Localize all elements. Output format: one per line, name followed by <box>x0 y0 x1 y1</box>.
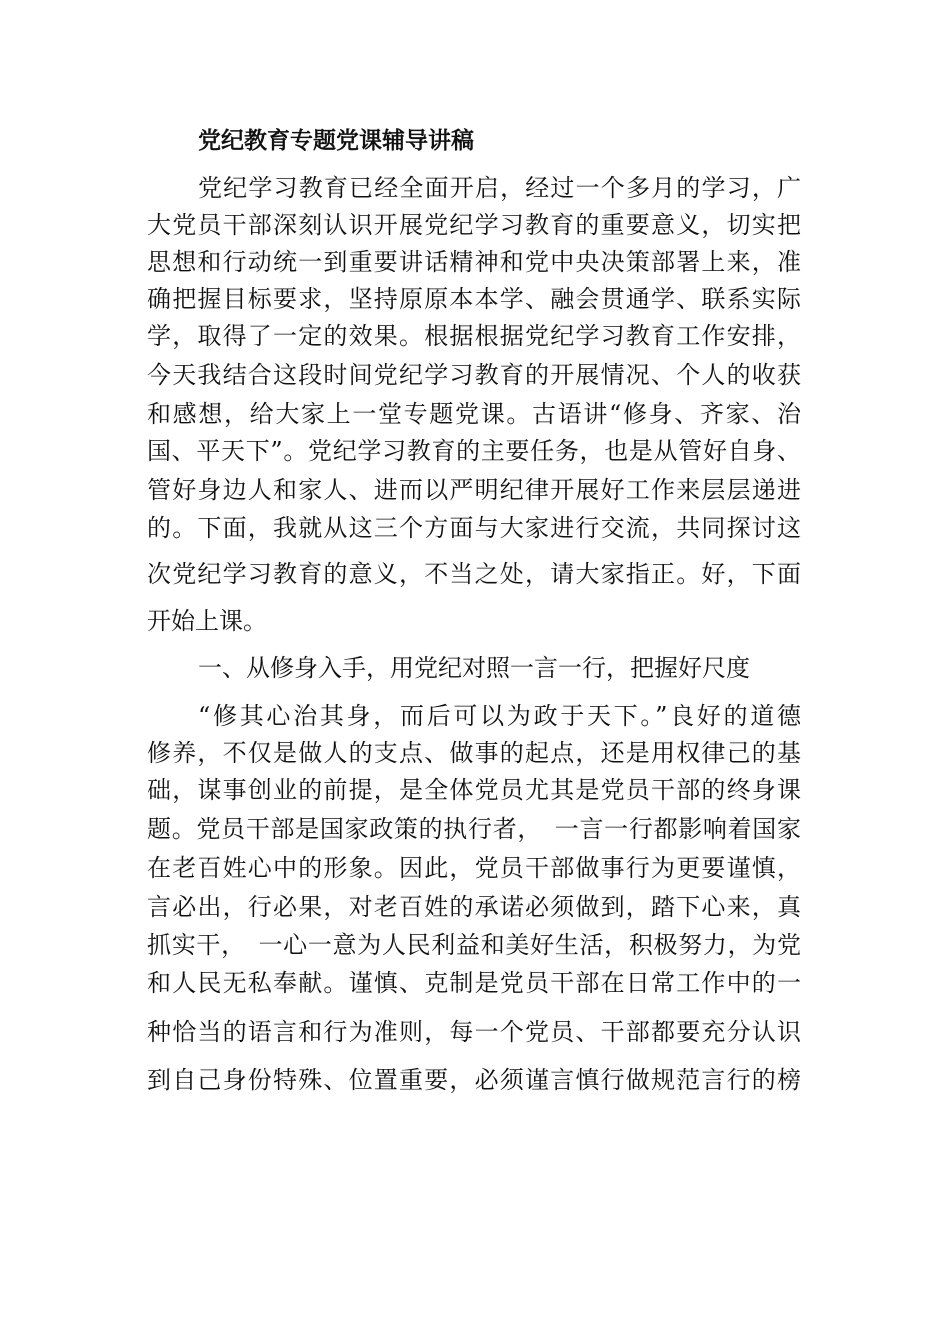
paragraph-line: 大党员干部深刻认识开展党纪学习教育的重要意义，切实把 <box>147 211 801 239</box>
paragraph-line: 题。党员干部是国家政策的执行者， 一言一行都影响着国家 <box>147 815 801 843</box>
paragraph-line: 思想和行动统一到重要讲话精神和党中央决策部署上来，准 <box>147 248 801 276</box>
paragraph-line: 抓实干， 一心一意为人民利益和美好生活，积极努力，为党 <box>147 931 801 959</box>
paragraph-line: 在老百姓心中的形象。因此，党员干部做事行为更要谨慎， <box>147 854 801 882</box>
paragraph-line: 学，取得了一定的效果。根据根据党纪学习教育工作安排， <box>147 322 801 350</box>
paragraph-line: 础，谋事创业的前提，是全体党员尤其是党员干部的终身课 <box>147 776 801 804</box>
paragraph-line: 开始上课。 <box>147 607 267 635</box>
paragraph-line: 党纪学习教育已经全面开启，经过一个多月的学习，广 <box>198 174 801 202</box>
section-heading: 一、从修身入手，用党纪对照一言一行，把握好尺度 <box>198 654 750 682</box>
paragraph-line: 确把握目标要求，坚持原原本本学、融会贯通学、联系实际 <box>147 285 801 313</box>
paragraph-line: “修其心治其身，而后可以为政于天下。”良好的道德 <box>198 702 801 730</box>
paragraph-line: 到自己身份特殊、位置重要，必须谨言慎行做规范言行的榜 <box>147 1066 801 1094</box>
document-title: 党纪教育专题党课辅导讲稿 <box>198 127 474 154</box>
paragraph-line: 和人民无私奉献。谨慎、克制是党员干部在日常工作中的一 <box>147 969 801 997</box>
paragraph-line: 的。下面，我就从这三个方面与大家进行交流，共同探讨这 <box>147 514 801 542</box>
paragraph-line: 和感想，给大家上一堂专题党课。古语讲“修身、齐家、治 <box>147 400 801 428</box>
paragraph-line: 种恰当的语言和行为准则，每一个党员、干部都要充分认识 <box>147 1018 801 1046</box>
paragraph-line: 次党纪学习教育的意义，不当之处，请大家指正。好，下面 <box>147 560 801 588</box>
paragraph-line: 国、平天下”。党纪学习教育的主要任务，也是从管好自身、 <box>147 437 801 465</box>
paragraph-line: 今天我结合这段时间党纪学习教育的开展情况、个人的收获 <box>147 361 801 389</box>
paragraph-line: 管好身边人和家人、进而以严明纪律开展好工作来层层递进 <box>147 476 801 504</box>
paragraph-line: 修养，不仅是做人的支点、做事的起点，还是用权律己的基 <box>147 739 801 767</box>
paragraph-line: 言必出，行必果，对老百姓的承诺必须做到，踏下心来，真 <box>147 893 801 921</box>
